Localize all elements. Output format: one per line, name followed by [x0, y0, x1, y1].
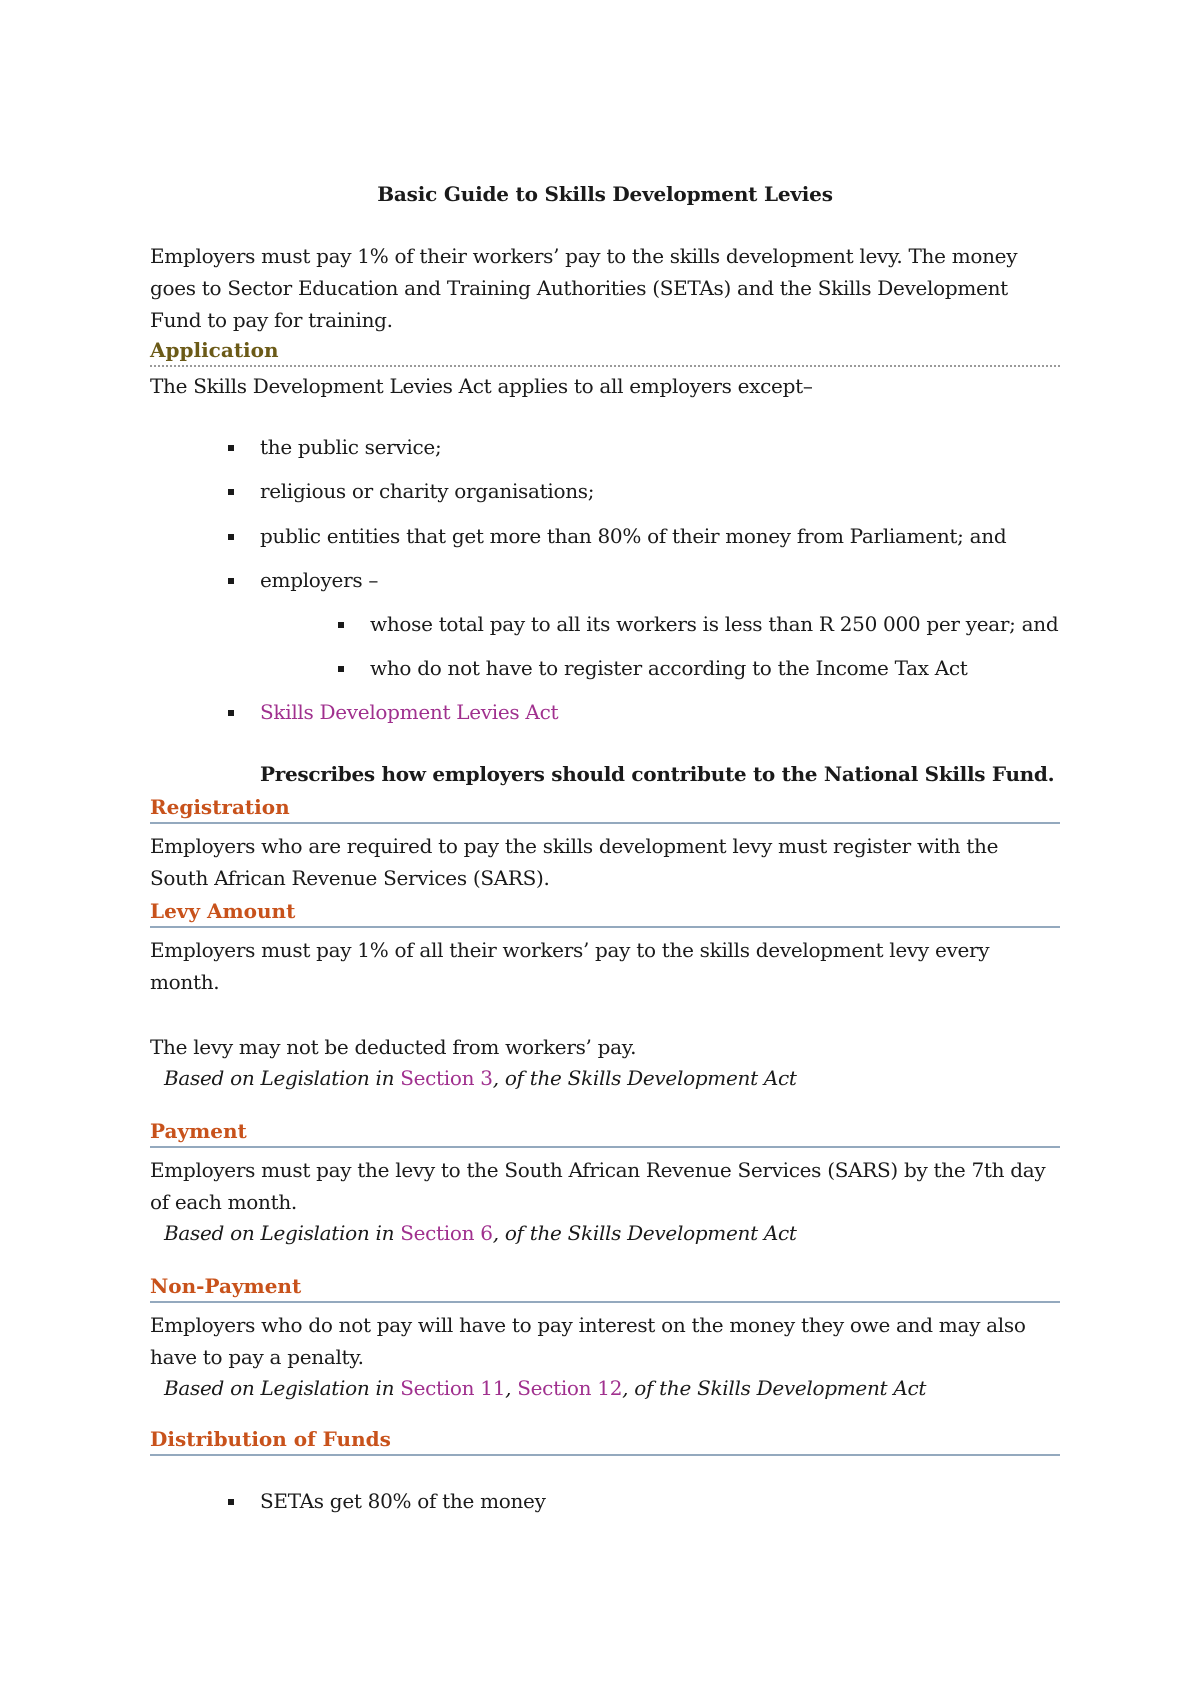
list-item — [260, 565, 378, 595]
sub-list-item — [370, 653, 968, 683]
citation-prefix: Based on Legislation in — [164, 1066, 401, 1090]
list-item-text: SETAs get 80% of the money — [260, 1489, 546, 1513]
levy-deduction-text: The levy may not be deducted from workers’ pay. — [150, 1035, 637, 1059]
application-heading: Application — [150, 337, 1060, 367]
bullet-icon — [228, 489, 234, 495]
skills-levies-act-link[interactable]: Skills Development Levies Act — [260, 700, 559, 724]
application-text: The Skills Development Levies Act applies to all employers except– — [150, 374, 813, 398]
list-item-text: employers – — [260, 568, 379, 592]
levy-amount-text: Employers must pay 1% of all their workers’ pay to the skills development levy every month. — [150, 938, 990, 994]
sub-list-item — [370, 609, 1058, 639]
registration-heading: Registration — [150, 794, 1060, 824]
payment-heading: Payment — [150, 1118, 1060, 1148]
section-12-link[interactable]: Section 12 — [517, 1376, 623, 1400]
non-payment-heading: Non-Payment — [150, 1273, 1060, 1303]
citation-separator: , — [505, 1376, 518, 1400]
citation-prefix: Based on Legislation in — [164, 1221, 401, 1245]
sub-list-item-text: who do not have to register according to the Income Tax Act — [370, 656, 968, 680]
payment-citation — [164, 1218, 797, 1248]
list-item — [260, 432, 441, 462]
levy-amount-citation — [164, 1063, 797, 1093]
bullet-icon — [228, 710, 234, 716]
levy-amount-heading: Levy Amount — [150, 898, 1060, 928]
registration-text: Employers who are required to pay the skills development levy must register with the South African Revenue Services (SARS). — [150, 834, 999, 890]
sub-list-item-text: whose total pay to all its workers is less than R 250 000 per year; and — [370, 612, 1059, 636]
distribution-heading: Distribution of Funds — [150, 1426, 1060, 1456]
bullet-icon — [228, 445, 234, 451]
citation-suffix: , of the Skills Development Act — [622, 1376, 927, 1400]
list-item-text: public entities that get more than 80% of their money from Parliament; and — [260, 524, 1007, 548]
intro-paragraph: Employers must pay 1% of their workers’ pay to the skills development levy. The money goes to Sector Education and Training Authorities (SETAs) and the Skills Development Fund to pay for training. — [150, 244, 1018, 332]
section-3-link[interactable]: Section 3 — [400, 1066, 493, 1090]
citation-suffix: , of the Skills Development Act — [492, 1066, 797, 1090]
payment-text: Employers must pay the levy to the South African Revenue Services (SARS) by the 7th day of each month. — [150, 1158, 1046, 1214]
bullet-icon — [228, 1499, 234, 1505]
list-item — [260, 521, 1006, 551]
list-item-text: religious or charity organisations; — [260, 479, 595, 503]
bullet-icon — [228, 534, 234, 540]
section-11-link[interactable]: Section 11 — [400, 1376, 506, 1400]
section-6-link[interactable]: Section 6 — [400, 1221, 493, 1245]
bullet-icon — [338, 622, 344, 628]
list-item-text: the public service; — [260, 435, 442, 459]
list-item — [260, 476, 594, 506]
citation-prefix: Based on Legislation in — [164, 1376, 401, 1400]
list-item — [260, 697, 558, 727]
prescribes-statement: Prescribes how employers should contribute to the National Skills Fund. — [260, 762, 1055, 786]
non-payment-citation — [164, 1373, 926, 1403]
document-title: Basic Guide to Skills Development Levies — [377, 182, 833, 206]
citation-suffix: , of the Skills Development Act — [492, 1221, 797, 1245]
list-item — [260, 1486, 546, 1516]
bullet-icon — [228, 578, 234, 584]
bullet-icon — [338, 666, 344, 672]
non-payment-text: Employers who do not pay will have to pay interest on the money they owe and may also have to pay a penalty. — [150, 1313, 1026, 1369]
